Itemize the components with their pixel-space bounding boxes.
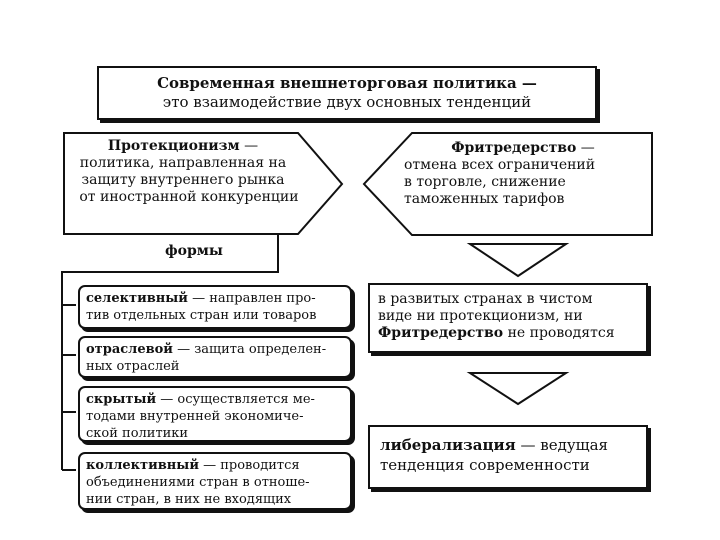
- form-selective-line-1: [86, 290, 344, 307]
- title-line-2: это взаимодействие двух основных тенденций: [162, 93, 532, 111]
- liberalization-box: [368, 425, 648, 489]
- form-sectoral-line-2: ных отраслей: [86, 359, 180, 374]
- developed-line-1: в развитых странах в чистом: [378, 291, 593, 307]
- liberal-line-1: [380, 435, 636, 455]
- liberal-term: либерализация: [380, 436, 516, 454]
- title-line-1: Современная внешнеторговая политика —: [157, 74, 537, 92]
- protectionism-term: Протекционизм: [107, 138, 240, 154]
- free-trade-term: Фритредерство: [451, 140, 577, 156]
- form-box-collective: [78, 452, 352, 510]
- form-hidden-line-3: ской политики: [86, 426, 189, 441]
- form-selective-term: селективный: [86, 291, 188, 306]
- protectionism-heading: [68, 138, 328, 155]
- forms-label: формы: [165, 243, 223, 259]
- title-box: [97, 66, 597, 120]
- developed-term: Фритредерство: [378, 325, 504, 341]
- protectionism-line-2: защиту внутреннего рынка: [81, 172, 285, 188]
- form-selective-line-2: тив отдельных стран или товаров: [86, 308, 317, 323]
- form-sectoral-term: отраслевой: [86, 342, 173, 357]
- form-hidden-line-2: тодами внутренней экономиче-: [86, 409, 304, 424]
- free-trade-heading: [398, 140, 648, 157]
- form-box-hidden: [78, 386, 352, 442]
- down-triangle-1: [470, 244, 566, 276]
- down-triangle-2: [470, 373, 566, 404]
- protectionism-line-3: от иностранной конкуренции: [79, 189, 299, 205]
- liberal-line-2: тенденция современности: [380, 456, 590, 474]
- form-collective-rest: — проводится: [198, 458, 300, 473]
- form-sectoral-rest: — защита определен-: [172, 342, 327, 357]
- developed-line-3-rest: не проводятся: [503, 325, 615, 341]
- form-hidden-term: скрытый: [86, 392, 157, 407]
- form-hidden-line-1: [86, 391, 344, 408]
- developed-line-2: виде ни протекционизм, ни: [378, 308, 583, 324]
- form-hidden-rest: — осуществляется ме-: [156, 392, 315, 407]
- free-trade-line-3: таможенных тарифов: [404, 191, 565, 207]
- developed-line-3: [378, 325, 638, 342]
- form-collective-line-1: [86, 457, 344, 474]
- free-trade-text: [398, 140, 648, 208]
- form-collective-term: коллективный: [86, 458, 199, 473]
- free-trade-line-2: в торговле, снижение: [404, 174, 566, 190]
- protectionism-line-1: политика, направленная на: [79, 155, 287, 171]
- free-trade-line-1: отмена всех ограничений: [404, 157, 596, 173]
- form-collective-line-2: объединениями стран в отноше-: [86, 475, 310, 490]
- form-collective-line-3: нии стран, в них не входящих: [86, 492, 292, 507]
- protectionism-text: [68, 138, 328, 206]
- form-box-selective: [78, 285, 352, 329]
- form-sectoral-line-1: [86, 341, 344, 358]
- free-trade-dash: —: [576, 140, 595, 156]
- protectionism-dash: —: [239, 138, 259, 154]
- developed-countries-box: [368, 283, 648, 353]
- liberal-rest: — ведущая: [515, 436, 609, 454]
- form-box-sectoral: [78, 336, 352, 378]
- form-selective-rest: — направлен про-: [187, 291, 316, 306]
